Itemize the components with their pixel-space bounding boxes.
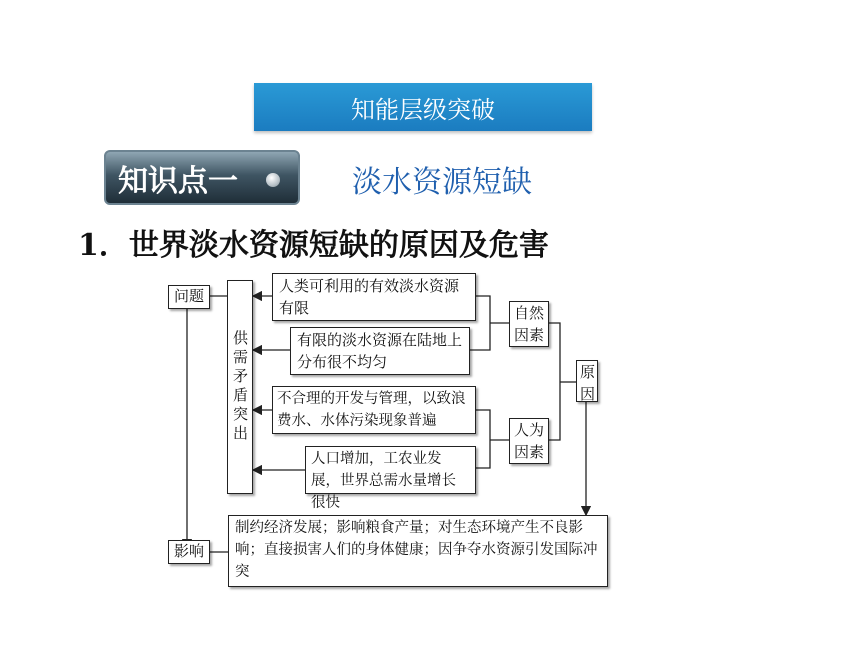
reason-box: 原因 — [576, 360, 598, 402]
effects-box: 制约经济发展；影响粮食产量；对生态环境产生不良影响；直接损害人们的身体健康；因争夺水资源引发国际冲突 — [228, 515, 608, 587]
problem-box: 问题 — [168, 285, 210, 309]
contradiction-box: 供需矛盾突出 — [227, 280, 253, 494]
cause-box-limited-water: 人类可利用的有效淡水资源有限 — [272, 273, 476, 321]
cause-box-uneven-distribution: 有限的淡水资源在陆地上分布很不均匀 — [290, 327, 470, 375]
cause-box-poor-management: 不合理的开发与管理，以致浪费水、水体污染现象普遍 — [272, 386, 476, 434]
badge-label: 知识点一 — [118, 163, 238, 199]
section-banner: 知能层级突破 — [254, 83, 592, 131]
knowledge-point-title: 淡水资源短缺 — [352, 165, 532, 200]
effect-label-box: 影响 — [168, 540, 210, 564]
natural-factor-box: 自然因素 — [509, 301, 549, 347]
cause-box-population-growth: 人口增加，工农业发展，世界总需水量增长很快 — [305, 446, 476, 494]
section-heading: 1．世界淡水资源短缺的原因及危害 — [78, 228, 549, 263]
human-factor-box: 人为因素 — [509, 418, 549, 464]
